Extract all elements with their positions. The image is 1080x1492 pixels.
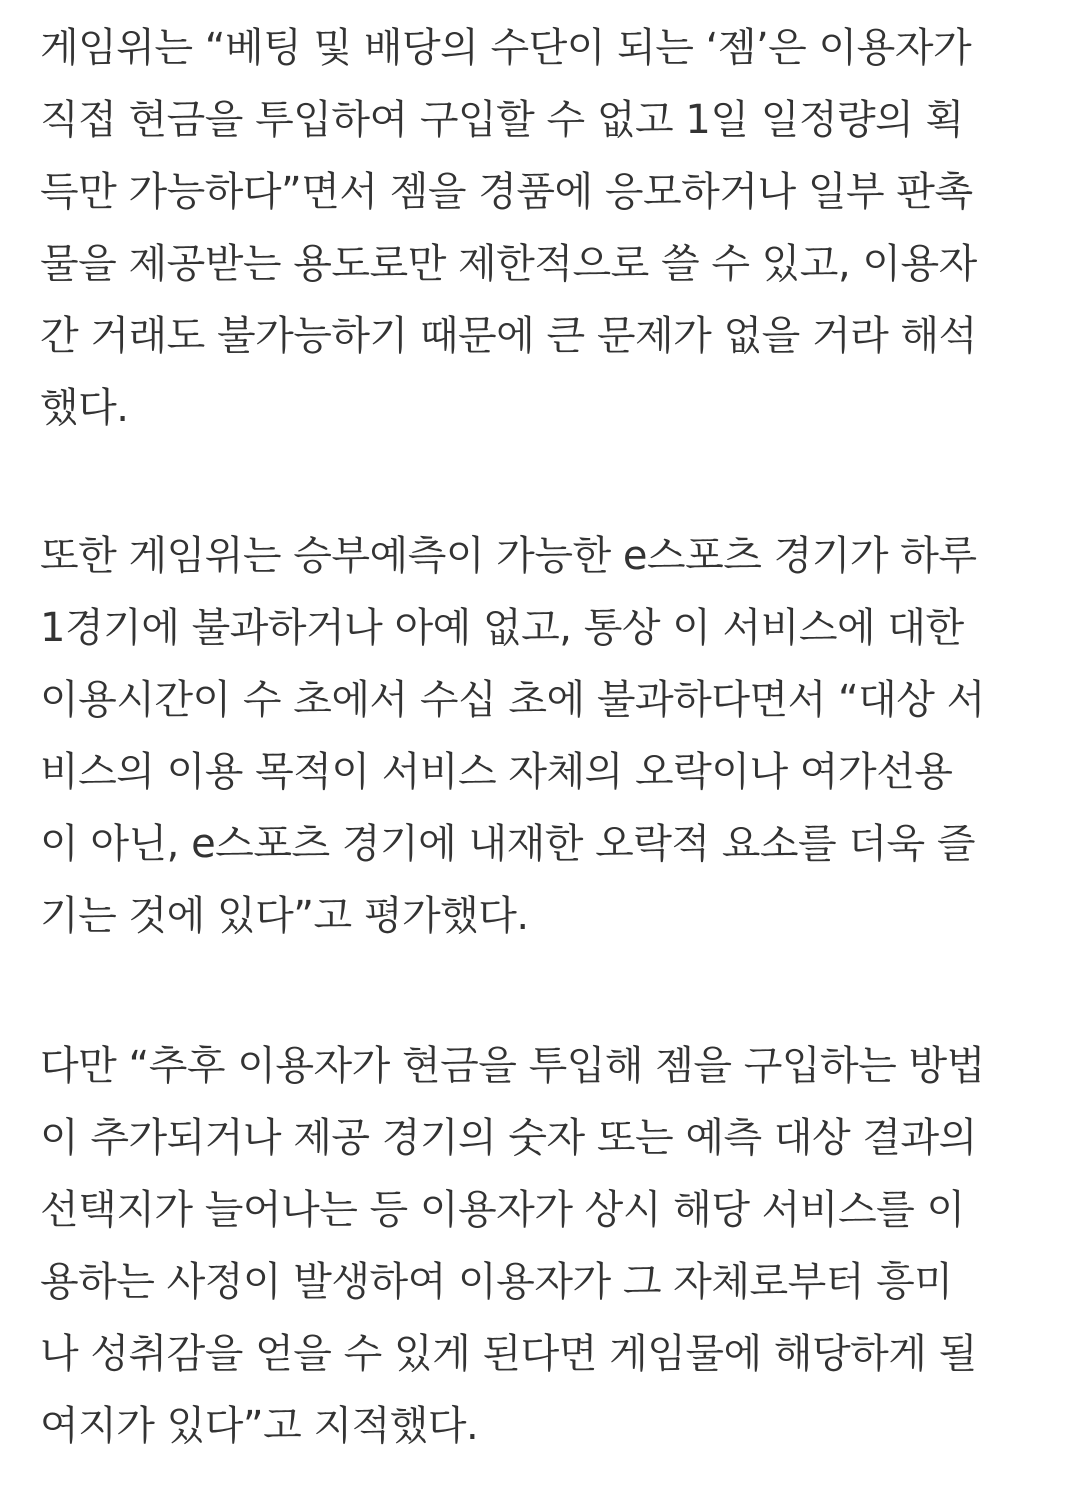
paragraph-1: [40, 12, 977, 444]
text-line: 득만 가능하다”면서 젬을 경품에 응모하거나 일부 판촉: [40, 169, 973, 215]
paragraph-2: [40, 520, 985, 952]
text-line: 또한 게임위는 승부예측이 가능한 e스포츠 경기가 하루: [40, 533, 977, 579]
text-line: 간 거래도 불가능하기 때문에 큰 문제가 없을 거라 해석: [40, 313, 977, 359]
text-line: 용하는 사정이 발생하여 이용자가 그 자체로부터 흥미: [40, 1259, 953, 1305]
text-line: 기는 것에 있다”고 평가했다.: [40, 893, 529, 939]
text-line: 물을 제공받는 용도로만 제한적으로 쓸 수 있고, 이용자: [40, 241, 977, 287]
text-line: 비스의 이용 목적이 서비스 자체의 오락이나 여가선용: [40, 749, 953, 795]
text-line: 게임위는 “베팅 및 배당의 수단이 되는 ‘젬’은 이용자가: [40, 25, 972, 71]
paragraph-3: [40, 1030, 985, 1462]
text-line: 이 아닌, e스포츠 경기에 내재한 오락적 요소를 더욱 즐: [40, 821, 975, 867]
text-line: 했다.: [40, 385, 129, 431]
text-line: 여지가 있다”고 지적했다.: [40, 1403, 479, 1449]
text-line: 이용시간이 수 초에서 수십 초에 불과하다면서 “대상 서: [40, 677, 985, 723]
text-line: 선택지가 늘어나는 등 이용자가 상시 해당 서비스를 이: [40, 1187, 965, 1233]
text-line: 1경기에 불과하거나 아예 없고, 통상 이 서비스에 대한: [40, 605, 964, 651]
text-line: 나 성취감을 얻을 수 있게 된다면 게임물에 해당하게 될: [40, 1331, 977, 1377]
text-line: 직접 현금을 투입하여 구입할 수 없고 1일 일정량의 획: [40, 97, 964, 143]
text-line: 이 추가되거나 제공 경기의 숫자 또는 예측 대상 결과의: [40, 1115, 977, 1161]
text-line: 다만 “추후 이용자가 현금을 투입해 젬을 구입하는 방법: [40, 1043, 985, 1089]
